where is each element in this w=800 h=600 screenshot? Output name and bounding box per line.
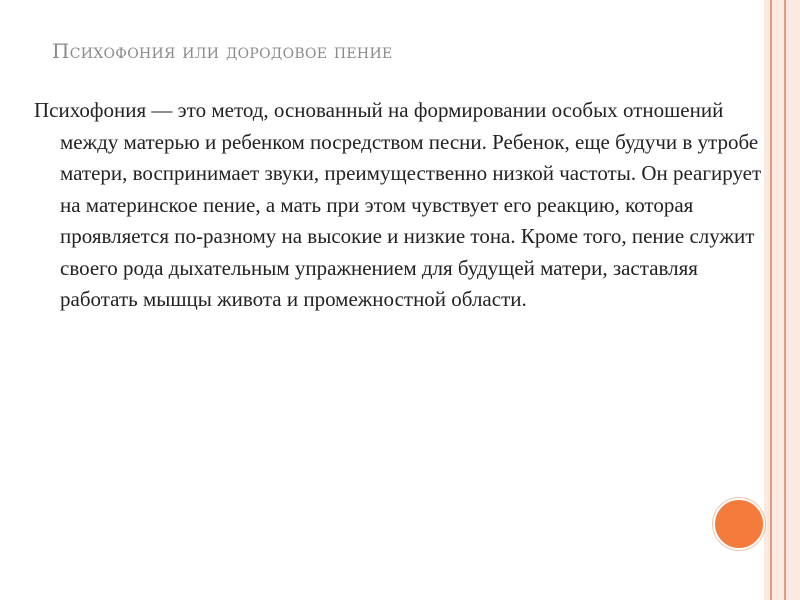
decorative-orange-circle bbox=[713, 498, 765, 550]
slide-title: Психофония или дородовое пение bbox=[52, 39, 393, 63]
decorative-side-line bbox=[770, 0, 772, 600]
decorative-side-line bbox=[784, 0, 786, 600]
slide-body-text: Психофония — это метод, основанный на формировании особых отношений между матерью и ребенком посредством песни. Ребенок, еще будучи в утробе матери, воспринимает звуки, преимущественно низкой частоты. Он реагирует на материнское пение, а мать при этом чувствует его реакцию, которая проявляется по-разному на высокие и низкие тона. Кроме того, пение служит своего рода дыхательным упражнением для будущей матери, заставляя работать мышцы живота и промежностной области. bbox=[34, 98, 762, 311]
